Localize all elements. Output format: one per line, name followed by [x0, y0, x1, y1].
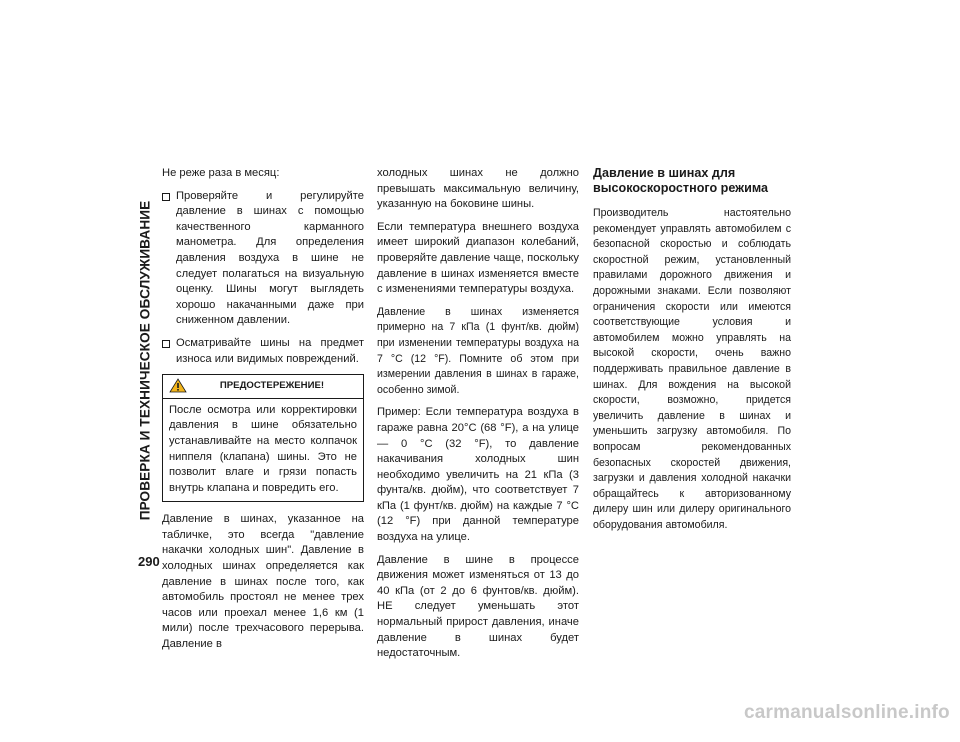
paragraph: Пример: Если температура воздуха в гараже равна 20°C (68 °F), а на улице — 0 °C (32 °F), то давление накачивания холодных шин необходимо увеличить на 21 кПа (3 фунта/кв. дюйм), что соответствует 7 кПа (1 фунт/кв. дюйм) на каждые 7 °C (12 °F) при данной температуре воздуха на улице. — [377, 406, 579, 544]
paragraph: Давление в шине в процессе движения может изменяться от 13 до 40 кПа (от 2 до 6 фунтов/кв. дюйм). НЕ следует уменьшать этот нормальный прирост давления, иначе давление в шинах будет недостаточным. — [377, 553, 579, 660]
paragraph: холодных шинах не должно превышать максимальную величину, указанную на боковине шины. — [377, 167, 579, 211]
warning-title: ПРЕДОСТЕРЕЖЕНИЕ! — [219, 380, 325, 392]
warning-triangle-icon — [169, 378, 187, 393]
column-1 — [162, 166, 364, 660]
column-2 — [377, 166, 579, 669]
paragraph: Если температура внешнего воздуха имеет широкий диапазон колебаний, проверяйте давление чаще, поскольку давление в шинах изменяется вместе с изменениями температуры воздуха. — [377, 220, 579, 296]
list-item — [162, 189, 364, 329]
page-number: 290 — [138, 554, 160, 569]
checkbox-bullet-icon — [162, 336, 176, 367]
warning-header — [163, 375, 363, 399]
watermark: carmanualsonline.info — [744, 702, 950, 723]
list-item — [162, 336, 364, 367]
warning-text: После осмотра или корректировки давления в шине обязательно устанавливайте на место колпачок ниппеля (клапана) шины. Это не позволит влаге и грязи попасть внутрь клапана и повредить его. — [169, 403, 357, 494]
intro-text: Не реже раза в месяц: — [162, 167, 280, 179]
paragraph: Давление в шинах, указанное на табличке, это всегда "давление накачки холодных шин". Давление в холодных шинах определяется как давление в шинах после того, как автомобиль простоял не менее трех часов или проехал менее 1,6 км (1 мили) после трехчасового перерыва. Давление в — [162, 513, 364, 651]
paragraph: Давление в шинах изменяется примерно на 7 кПа (1 фунт/кв. дюйм) при изменении температуры воздуха на 7 °C (12 °F). Помните об этом при измерении давления в шинах в гараже, особенно зимой. — [377, 305, 579, 396]
checkbox-bullet-icon — [162, 189, 176, 329]
bullet-text: Осматривайте шины на предмет износа или видимых повреждений. — [176, 336, 364, 365]
section-heading: Давление в шинах для высокоскоростного режима — [593, 166, 769, 195]
warning-box — [162, 374, 364, 502]
column-3 — [593, 166, 791, 540]
paragraph: Производитель настоятельно рекомендует управлять автомобилем с безопасной скоростью и соблюдать скоростной режим, установленный правилами дорожного движения и дорожными знаками. Если позволяют ограничения скорости или имеются соответствующие условия и автомобилем можно управлять на высокой скорости, очень важно поддерживать правильное давление в шинах. Для вождения на высокой скорости, возможно, придется увеличить давление в шинах и уменьшить загрузку автомобиля. По вопросам рекомендованных безопасных скоростей движения, загрузки и давления холодной накачки обращайтесь к авторизованному дилеру шин или дилеру оригинального оборудования автомобиля. — [593, 207, 791, 531]
bullet-text: Проверяйте и регулируйте давление в шинах с помощью качественного карманного манометра. Для определения давления воздуха в шине не следует полагаться на визуальную оценку. Шины могут выглядеть хорошо накачанными даже при сниженном давлении. — [176, 189, 364, 327]
section-title — [134, 170, 156, 550]
section-title-text: ПРОВЕРКА И ТЕХНИЧЕСКОЕ ОБСЛУЖИВАНИЕ — [137, 200, 153, 520]
